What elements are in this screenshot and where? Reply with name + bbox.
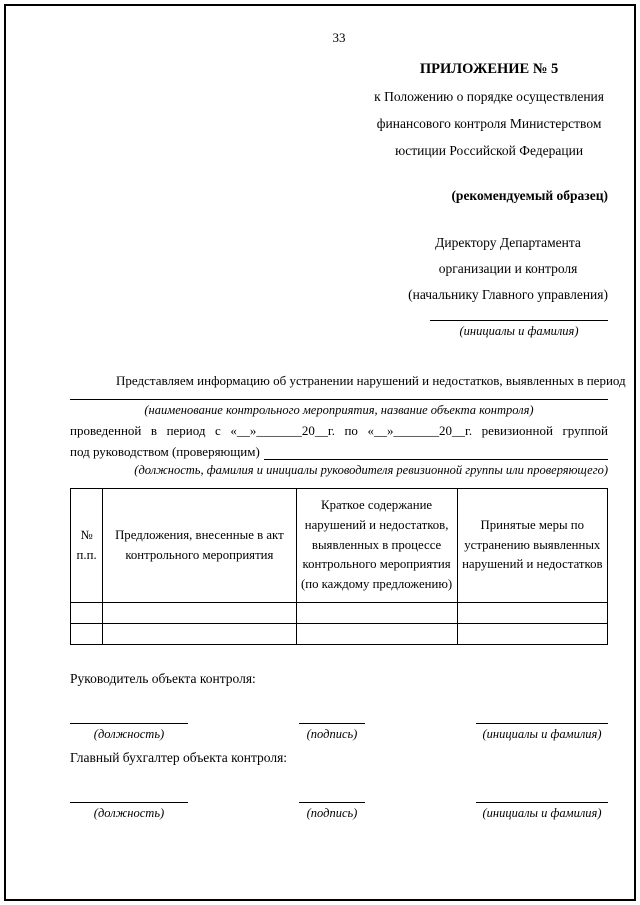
appendix-line: финансового контроля Министерством xyxy=(376,116,602,131)
page-number: 33 xyxy=(332,30,346,45)
table-cell xyxy=(71,624,103,645)
table-cell xyxy=(457,624,607,645)
col-header-number: № п.п. xyxy=(71,489,103,603)
appendix-line: юстиции Российской Федерации xyxy=(395,143,584,158)
object-fill-line xyxy=(70,399,608,400)
position-fill-line xyxy=(70,713,188,724)
signature-field-position xyxy=(70,792,188,821)
table-cell xyxy=(457,603,607,624)
signature-title-accountant: Главный бухгалтер объекта контроля: xyxy=(70,750,288,766)
object-caption: (наименование контрольного мероприятия, название объекта контроля) xyxy=(144,403,534,417)
addressee-line: Директору Департамента xyxy=(435,235,581,250)
signature-field-name xyxy=(476,792,608,821)
name-caption: (инициалы и фамилия) xyxy=(482,806,602,821)
signatures-section xyxy=(70,671,608,821)
leader-line xyxy=(70,444,608,460)
table-row xyxy=(71,603,608,624)
sign-fill-line xyxy=(299,792,365,803)
period-line: проведенной в период с «__»_______20__г. по «__»_______20__г. ревизионной группой xyxy=(70,423,608,438)
appendix-line: к Положению о порядке осуществления xyxy=(374,89,604,104)
position-caption: (должность) xyxy=(93,727,165,742)
sign-caption: (подпись) xyxy=(306,727,358,742)
addressee-block xyxy=(408,230,608,308)
recommended-sample-note: (рекомендуемый образец) xyxy=(451,188,608,203)
addressee-line: (начальнику Главного управления) xyxy=(408,287,608,302)
appendix-title: ПРИЛОЖЕНИЕ № 5 xyxy=(419,61,559,77)
signature-row-head xyxy=(70,713,608,742)
intro-paragraph: Представляем информацию об устранении нарушений и недостатков, выявленных в период xyxy=(116,373,626,388)
leader-prefix: под руководством (проверяющим) xyxy=(70,444,260,459)
table-row xyxy=(71,624,608,645)
document-page xyxy=(4,4,636,901)
appendix-header xyxy=(374,56,604,164)
leader-fill-line xyxy=(264,445,608,460)
table-cell xyxy=(296,603,457,624)
signature-field-sign xyxy=(299,713,365,742)
signature-title-head: Руководитель объекта контроля: xyxy=(70,671,256,687)
col-header-violations: Краткое содержание нарушений и недостатков, выявленных в процессе контрольного мероприятия (по каждому предложению) xyxy=(296,489,457,603)
name-fill-line xyxy=(476,792,608,803)
position-fill-line xyxy=(70,792,188,803)
signature-field-name xyxy=(476,713,608,742)
leader-caption: (должность, фамилия и инициалы руководителя ревизионной группы или проверяющего) xyxy=(134,463,608,477)
name-caption: (инициалы и фамилия) xyxy=(482,727,602,742)
name-fill-line xyxy=(476,713,608,724)
addressee-name-caption: (инициалы и фамилия) xyxy=(459,324,579,338)
signature-field-sign xyxy=(299,792,365,821)
table-cell xyxy=(296,624,457,645)
table-cell xyxy=(71,603,103,624)
sign-caption: (подпись) xyxy=(306,806,358,821)
findings-table xyxy=(70,488,608,645)
addressee-line: организации и контроля xyxy=(438,261,578,276)
signature-row-accountant xyxy=(70,792,608,821)
table-cell xyxy=(103,624,296,645)
position-caption: (должность) xyxy=(93,806,165,821)
col-header-proposals: Предложения, внесенные в акт контрольного мероприятия xyxy=(103,489,296,603)
addressee-name-fill-line xyxy=(430,308,608,321)
col-header-measures: Принятые меры по устранению выявленных нарушений и недостатков xyxy=(457,489,607,603)
signature-field-position xyxy=(70,713,188,742)
sign-fill-line xyxy=(299,713,365,724)
table-header-row xyxy=(71,489,608,603)
table-cell xyxy=(103,603,296,624)
